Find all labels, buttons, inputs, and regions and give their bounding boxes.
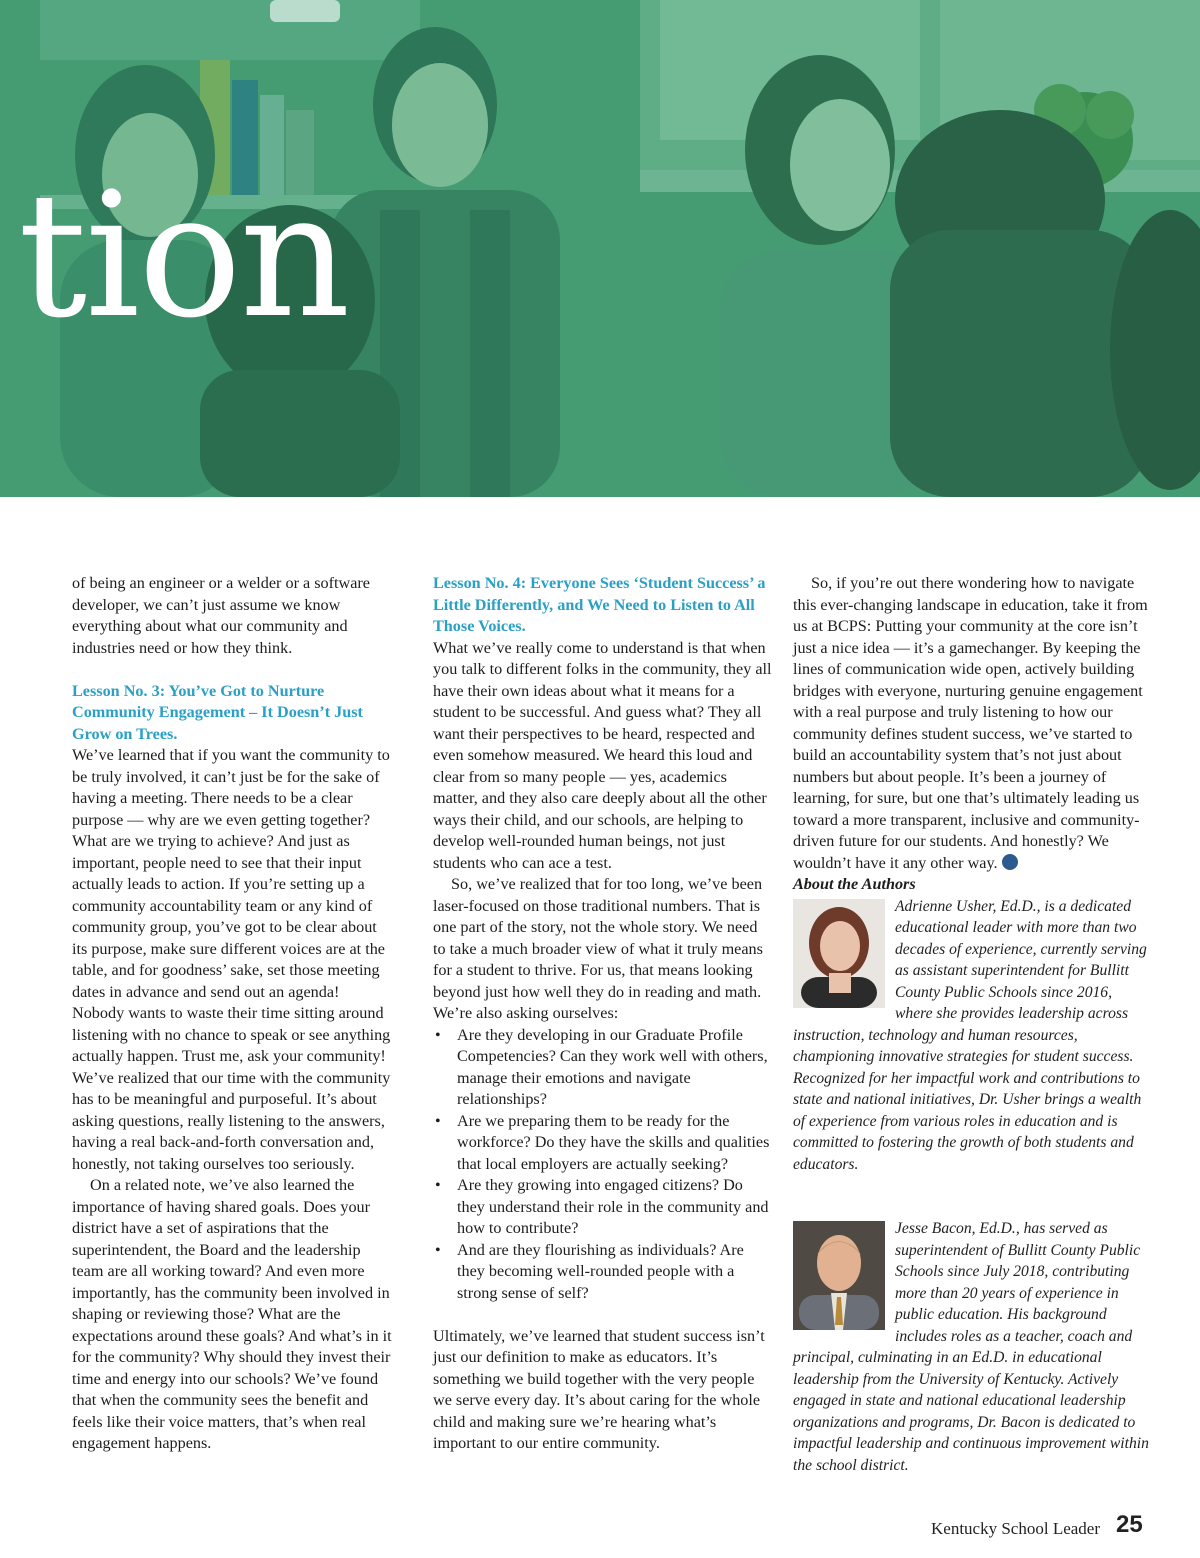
- paragraph: Ultimately, we’ve learned that student success isn’t just our definition to make as educators. It’s something we build together with the very people we serve every day. It’s about caring for the whole child and making sure we’re hearing what’s important to our entire community.: [433, 1326, 765, 1452]
- paragraph: [793, 573, 1153, 874]
- bio-text: Jesse Bacon, Ed.D., has served as superintendent of Bullitt County Public Schools since July 2018, contributing more than 20 years of experience in public education. His background includes roles as a teacher, coach and principal, culminating in an Ed.D. in educational leadership from the University of Kentucky. Actively engaged in state and national educational leadership organizations and programs, Dr. Bacon is dedicated to impactful leadership and continuous improvement within the school district.: [793, 1220, 1149, 1474]
- author-photo-bacon: [793, 1221, 885, 1330]
- hero-photo: [0, 0, 1200, 497]
- list-item: • Are we preparing them to be ready for the workforce? Do they have the skills and qualities that local employers are actually seeking?: [433, 1111, 773, 1176]
- paragraph-text: So, if you’re out there wondering how to navigate this ever-changing landscape in education, take it from us at BCPS: Putting your community at the core isn’t just a nice idea — it’s a gamechanger. By keeping the lines of communication wide open, actively building bridges with everyone, nurturing genuine engagement with a real purpose and truly listening to how our community defines student success, we’ve started to build an accountability system that’s not just about numbers but about people. It’s been a journey of learning, for sure, but one that’s ultimately leading us toward a more transparent, inclusive and community-driven future for our students. And honestly? We wouldn’t have it any other way.: [793, 574, 1148, 872]
- list-item: • Are they growing into engaged citizens? Do they understand their role in the community and how to contribute?: [433, 1175, 773, 1240]
- hero-headline-fragment: tion: [18, 155, 349, 356]
- author-photo-usher: [793, 899, 885, 1008]
- paragraph: of being an engineer or a welder or a software developer, we can’t just assume we know everything about what our community and industries need or how they think.: [72, 574, 370, 657]
- lesson-4-heading: Lesson No. 4: Everyone Sees ‘Student Success’ a Little Differently, and We Need to Listen to All Those Voices.: [433, 574, 766, 635]
- author-bio-bacon: [793, 1218, 1153, 1476]
- column-1: [72, 573, 394, 1455]
- author-bio-usher: [793, 896, 1153, 1176]
- paragraph: We’ve learned that if you want the community to be truly involved, it can’t just be for the sake of having a meeting. There needs to be a clear purpose — why are we even getting together? What are we trying to achieve? And just as important, people need to see that their input actually leads to action. If you’re setting up a community accountability team or any kind of community group, you’ve got to be clear about its purpose, make sure different voices are at the table, and for goodness’ sake, set those meeting dates in advance and send out an agenda! Nobody wants to waste their time sitting around listening with no chance to speak or see anything actually happen. Trust me, ask your community! We’ve realized that our time with the community has to be meaningful and purposeful. It’s about asking questions, really listening to the answers, having a real back-and-forth conversation and, honestly, not taking ourselves too seriously.: [72, 746, 391, 1173]
- publication-name: Kentucky School Leader: [931, 1519, 1100, 1538]
- column-3: [793, 573, 1153, 1476]
- page-number: 25: [1116, 1511, 1143, 1538]
- end-of-article-icon: [1002, 854, 1018, 870]
- list-item: • And are they flourishing as individuals? Are they becoming well-rounded people with a strong sense of self?: [433, 1240, 773, 1305]
- bullet-list: [433, 1025, 773, 1305]
- paragraph: What we’ve really come to understand is that when you talk to different folks in the community, they all have their own ideas about what it means for a student to be successful. And guess what? They all want their perspectives to be heard, respected and even somehow measured. We heard this loud and clear from so many people — yes, academics matter, and they also care deeply about all the other ways their child, and our schools, are helping to develop well-rounded human beings, not just students who can ace a test.: [433, 638, 772, 872]
- bio-text: Adrienne Usher, Ed.D., is a dedicated educational leader with more than two decades of experience, currently serving as assistant superintendent for Bullitt County Public Schools since 2016, where she provides leadership across instruction, technology and human resources, championing innovative strategies for student success. Recognized for her impactful work and contributions to state and national initiatives, Dr. Usher brings a wealth of experience from various roles in education and is committed to fostering the growth of both students and educators.: [793, 897, 1147, 1173]
- about-authors-title: About the Authors: [793, 875, 916, 893]
- list-item: • Are they developing in our Graduate Profile Competencies? Can they work well with others, manage their emotions and navigate relationships?: [433, 1025, 773, 1111]
- paragraph: On a related note, we’ve also learned the importance of having shared goals. Does your district have a set of aspirations that the superintendent, the Board and the leadership team are all working toward? And even more importantly, has the community been involved in shaping or reviewing those? What are the expectations around these goals? And what’s in it for the community? Why should they invest their time and energy into our schools? We’ve found that when the community sees the benefit and feels like their voice matters, that’s when real engagement happens.: [72, 1176, 392, 1452]
- column-2: [433, 573, 773, 1455]
- paragraph: So, we’ve realized that for too long, we’ve been laser-focused on those traditional numbers. That is one part of the story, not the whole story. We need to take a much broader view of what it truly means for a student to thrive. For us, that means looking beyond just how well they do in reading and math. We’re also asking ourselves:: [433, 875, 763, 1022]
- lesson-3-heading: Lesson No. 3: You’ve Got to Nurture Community Engagement – It Doesn’t Just Grow on Trees.: [72, 681, 363, 743]
